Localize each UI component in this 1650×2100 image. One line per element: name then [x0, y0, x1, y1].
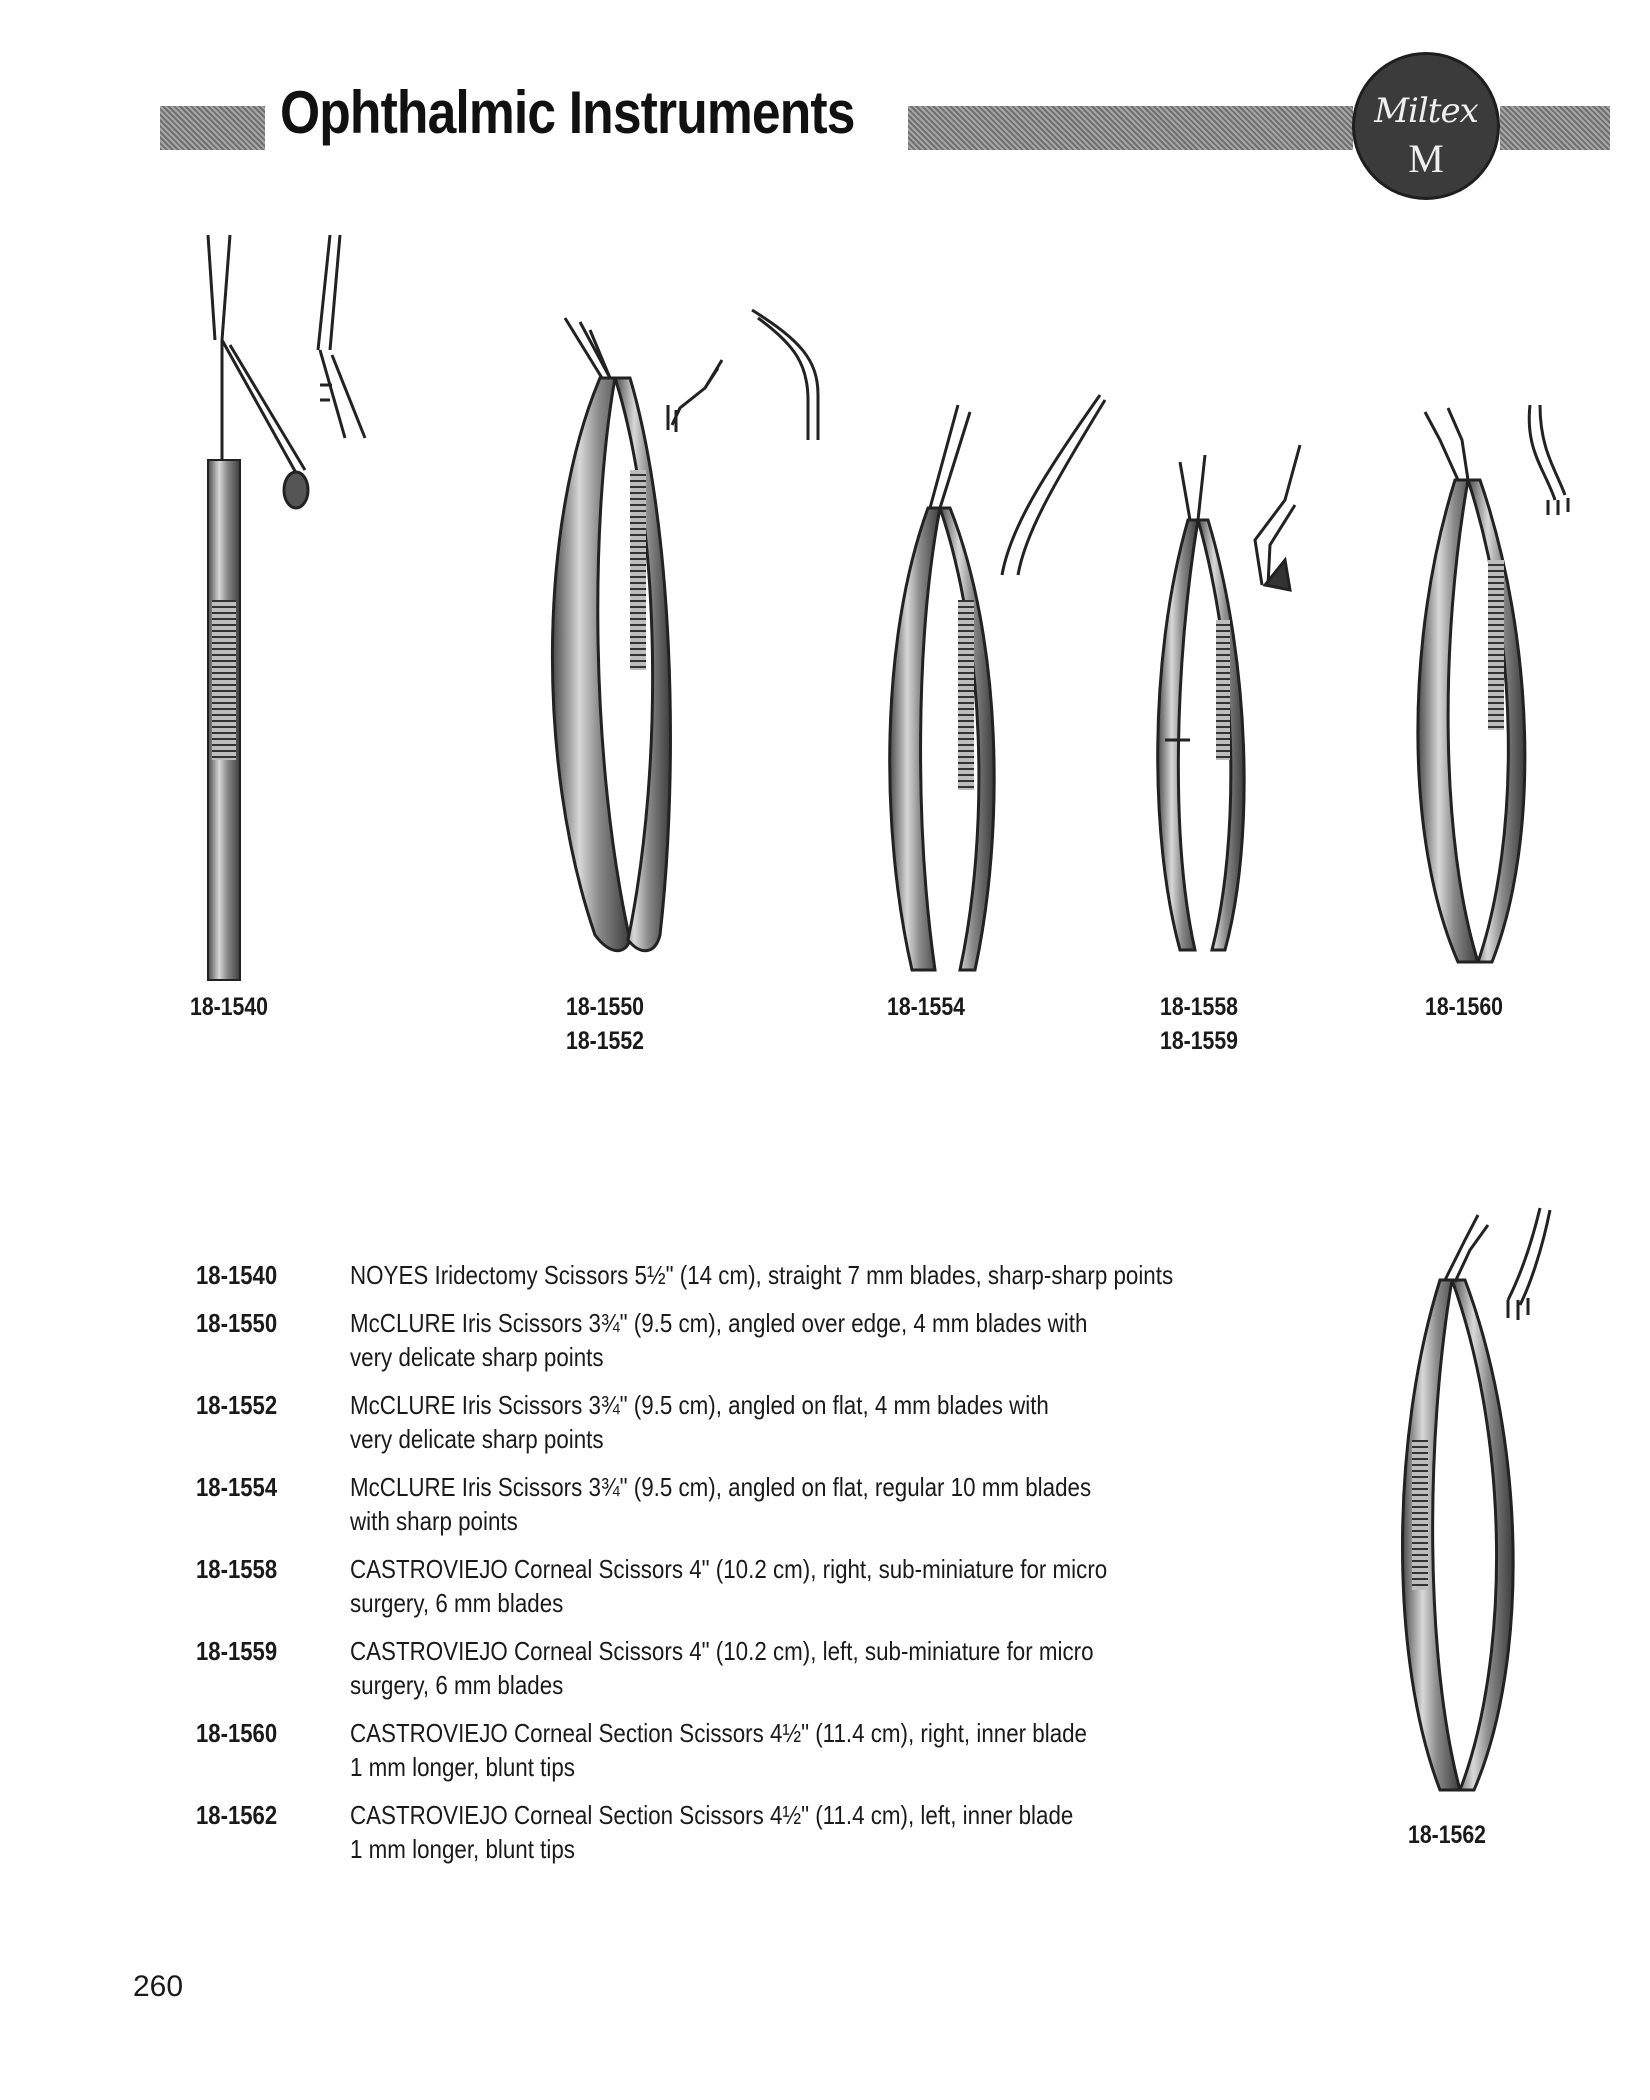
header-bar-middle [908, 106, 1353, 150]
catalog-entry [196, 1798, 1256, 1866]
figure-code: 18-1562 [1408, 1821, 1486, 1849]
description-line: McCLURE Iris Scissors 3¾" (9.5 cm), angled on flat, 4 mm blades with [350, 1390, 1049, 1420]
catalog-description [350, 1552, 1129, 1620]
figure-label-18-1562 [1408, 1818, 1486, 1852]
description-line: McCLURE Iris Scissors 3¾" (9.5 cm), angled on flat, regular 10 mm blades [350, 1472, 1092, 1502]
catalog-entry [196, 1470, 1256, 1538]
description-line: surgery, 6 mm blades [350, 1588, 564, 1618]
description-line: CASTROVIEJO Corneal Scissors 4" (10.2 cm), left, sub-miniature for micro [350, 1636, 1094, 1666]
figure-label-18-1554 [887, 990, 965, 1024]
catalog-description [350, 1258, 1174, 1292]
catalog-description [350, 1798, 1129, 1866]
catalog-code: 18-1554 [196, 1472, 278, 1502]
catalog-description [350, 1634, 1129, 1702]
figure-code: 18-1560 [1425, 993, 1503, 1021]
catalog-code: 18-1560 [196, 1718, 278, 1748]
miltex-logo [1352, 52, 1500, 200]
catalog-code: 18-1550 [196, 1308, 278, 1338]
figure-label-18-1550 [566, 990, 644, 1058]
description-line: CASTROVIEJO Corneal Section Scissors 4½" (11.4 cm), left, inner blade [350, 1800, 1074, 1830]
scissors-illustration-18-1560 [1418, 405, 1568, 962]
figure-code: 18-1550 [566, 993, 644, 1021]
scissors-illustration-18-1562 [1403, 1208, 1551, 1790]
logo-letter: M [1408, 136, 1444, 181]
figure-code: 18-1554 [887, 993, 965, 1021]
figure-code: 18-1552 [566, 1027, 644, 1055]
scissors-illustration-18-1554 [890, 395, 1105, 970]
catalog-description [350, 1716, 1129, 1784]
figure-code: 18-1558 [1160, 993, 1238, 1021]
catalog-entry [196, 1634, 1256, 1702]
page-title: Ophthalmic Instruments [280, 79, 855, 146]
description-line: very delicate sharp points [350, 1424, 604, 1454]
catalog-entry [196, 1716, 1256, 1784]
description-line: very delicate sharp points [350, 1342, 604, 1372]
figure-label-18-1560 [1425, 990, 1503, 1024]
catalog-entry [196, 1388, 1256, 1456]
catalog-entry [196, 1306, 1256, 1374]
catalog-code: 18-1558 [196, 1554, 278, 1584]
description-line: with sharp points [350, 1506, 518, 1536]
header-bar-right [1500, 106, 1610, 150]
figure-code: 18-1559 [1160, 1027, 1238, 1055]
catalog-description [350, 1306, 1129, 1374]
description-line: 1 mm longer, blunt tips [350, 1834, 575, 1864]
scissors-illustration-18-1550 [552, 310, 818, 951]
scissors-illustration-18-1540 [208, 235, 365, 980]
page-number: 260 [133, 1970, 184, 2003]
header-bar-left [160, 106, 265, 150]
catalog-list [196, 1258, 1256, 1880]
catalog-entry [196, 1258, 1256, 1292]
description-line: CASTROVIEJO Corneal Scissors 4" (10.2 cm), right, sub-miniature for micro [350, 1554, 1108, 1584]
catalog-code: 18-1552 [196, 1390, 278, 1420]
catalog-code: 18-1562 [196, 1800, 278, 1830]
page-header [0, 0, 1650, 200]
catalog-description [350, 1388, 1129, 1456]
catalog-code: 18-1540 [196, 1260, 278, 1290]
description-line: NOYES Iridectomy Scissors 5½" (14 cm), straight 7 mm blades, sharp-sharp points [350, 1260, 1174, 1290]
description-line: CASTROVIEJO Corneal Section Scissors 4½" (11.4 cm), right, inner blade [350, 1718, 1088, 1748]
scissors-illustration-18-1558 [1158, 445, 1300, 950]
catalog-entry [196, 1552, 1256, 1620]
figure-label-18-1558 [1160, 990, 1238, 1058]
logo-script-text: Miltex [1374, 91, 1478, 131]
catalog-description [350, 1470, 1129, 1538]
description-line: McCLURE Iris Scissors 3¾" (9.5 cm), angled over edge, 4 mm blades with [350, 1308, 1088, 1338]
description-line: surgery, 6 mm blades [350, 1670, 564, 1700]
description-line: 1 mm longer, blunt tips [350, 1752, 575, 1782]
catalog-code: 18-1559 [196, 1636, 278, 1666]
figure-code: 18-1540 [190, 993, 268, 1021]
figure-label-18-1540 [190, 990, 268, 1024]
